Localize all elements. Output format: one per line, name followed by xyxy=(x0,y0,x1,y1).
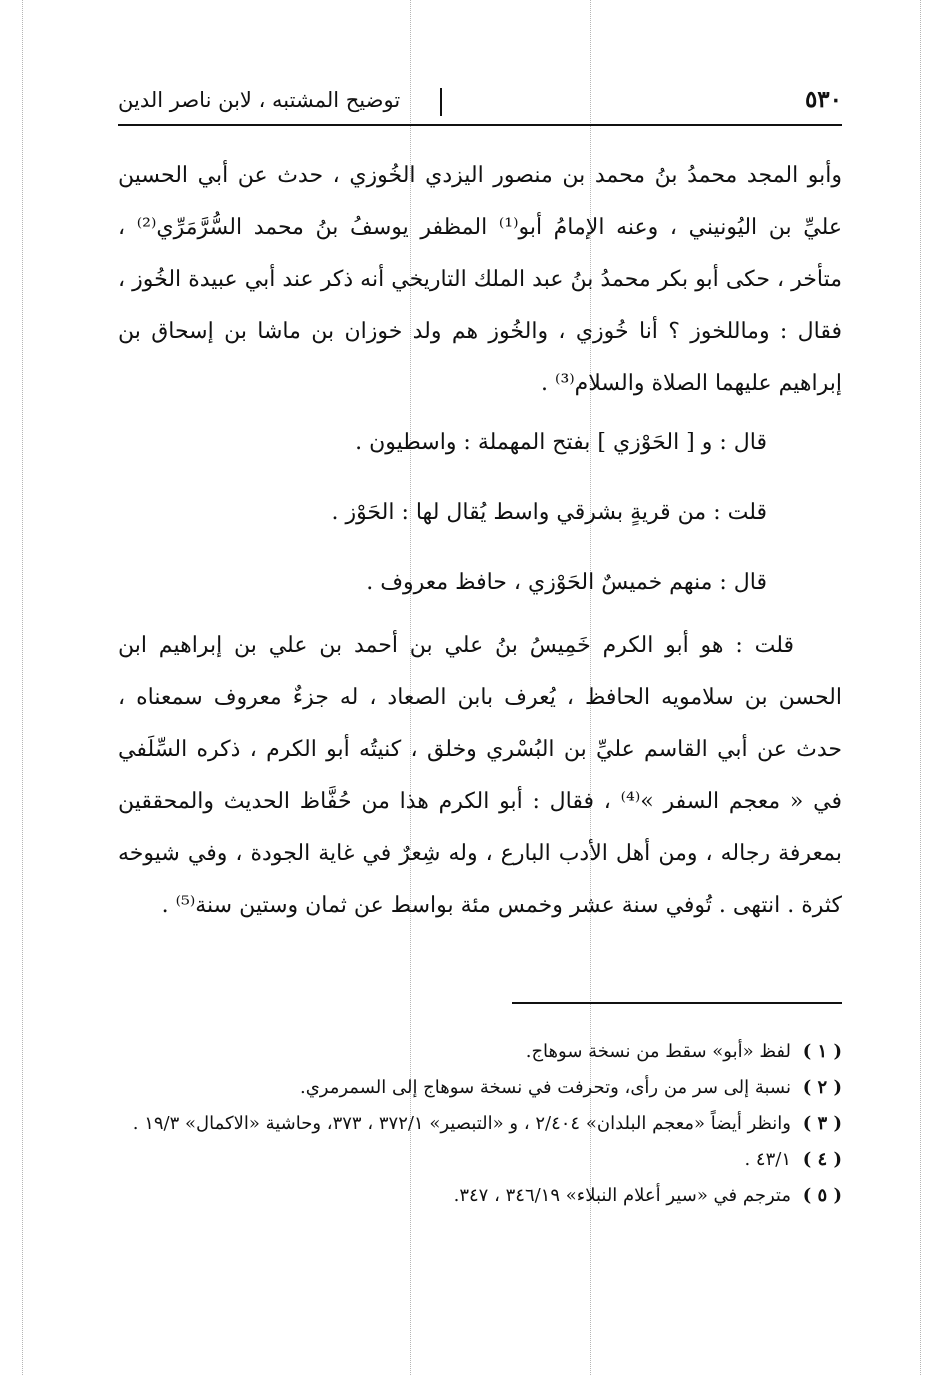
scan-artifact-line xyxy=(920,0,921,1375)
footnote-text: ٤٣/١ . xyxy=(744,1149,791,1170)
footnote-mark: ( ٣ ) xyxy=(802,1113,842,1134)
quote-line-2: قلت : من قريةٍ بشرقي واسط يُقال لها : الحَوْز . xyxy=(331,500,767,525)
page-number: ٥٣٠ xyxy=(804,86,842,113)
footnote-separator xyxy=(512,1002,842,1004)
paragraph-1: وأبو المجد محمدُ بنُ محمد بن منصور اليزدي الخُوزي ، حدث عن أبي الحسين عليِّ بن اليُونيني ، وعنه الإمامُ أبو⁽¹⁾ المظفر يوسفُ بنُ محمد السُّرَّمَرِّي⁽²⁾ ، متأخر ، حكى أبو بكر محمدُ بنُ عبد الملك التاريخي أنه ذكر عند أبي عبيدة الخُوز ، فقال : وماللخوز ؟ أنا خُوزي ، والخُوز هم ولد خوزان بن ماشا بن إسحاق بن إبراهيم عليهما الصلاة والسلام⁽³⁾ . xyxy=(118,163,843,396)
running-title: توضيح المشتبه ، لابن ناصر الدين xyxy=(118,88,401,112)
footnote-text: نسبة إلى سر من رأى، وتحرفت في نسخة سوهاج إلى السمرمري. xyxy=(299,1077,791,1098)
paragraph-2: قلت : هو أبو الكرم خَمِيسُ بنُ علي بن أحمد بن علي بن إبراهيم ابن الحسن بن سلامويه الحافظ ، يُعرف بابن الصعاد ، له جزءٌ معروف سمعناه ، حدث عن أبي القاسم عليِّ بن البُسْري وخلق ، كنيتُه أبو الكرم ، ذكره السِّلَفي في « معجم السفر »⁽⁴⁾ ، فقال : أبو الكرم هذا من حُفَّاظ الحديث والمحققين بمعرفة رجاله ، ومن أهل الأدب البارع ، وله شِعرٌ في غاية الجودة ، وفي شيوخه كثرة . انتهى . تُوفي سنة عشر وخمس مئة بواسط عن ثمان وستين سنة⁽⁵⁾ . xyxy=(118,633,842,918)
footnote-mark: ( ٢ ) xyxy=(802,1077,842,1098)
footnote xyxy=(118,1036,842,1068)
footnote-mark: ( ٤ ) xyxy=(802,1149,842,1170)
quote-line-1: قال : و [ الحَوْزي ] بفتح المهملة : واسطيون . xyxy=(355,430,767,455)
footnote-text: مترجم في «سير أعلام النبلاء» ٣٤٦/١٩ ، ٣٤٧. xyxy=(453,1185,791,1206)
quote-line-3: قال : منهم خميسٌ الحَوْزي ، حافظ معروف . xyxy=(366,570,767,595)
footnote xyxy=(118,1108,842,1140)
footnotes xyxy=(118,1036,842,1216)
footnote-mark: ( ١ ) xyxy=(802,1041,842,1062)
footnote xyxy=(118,1072,842,1104)
scan-artifact-line xyxy=(22,0,23,1375)
footnote xyxy=(118,1180,842,1212)
header-separator xyxy=(440,88,442,116)
footnote-text: لفظ «أبو» سقط من نسخة سوهاج. xyxy=(525,1041,791,1062)
page-header xyxy=(118,80,842,126)
footnote-text: وانظر أيضاً «معجم البلدان» ٢/٤٠٤ ، و «التبصير» ٣٧٢/١ ، ٣٧٣، وحاشية «الاكمال» ١٩/٣ . xyxy=(132,1113,791,1134)
footnote xyxy=(118,1144,842,1176)
footnote-mark: ( ٥ ) xyxy=(802,1185,842,1206)
